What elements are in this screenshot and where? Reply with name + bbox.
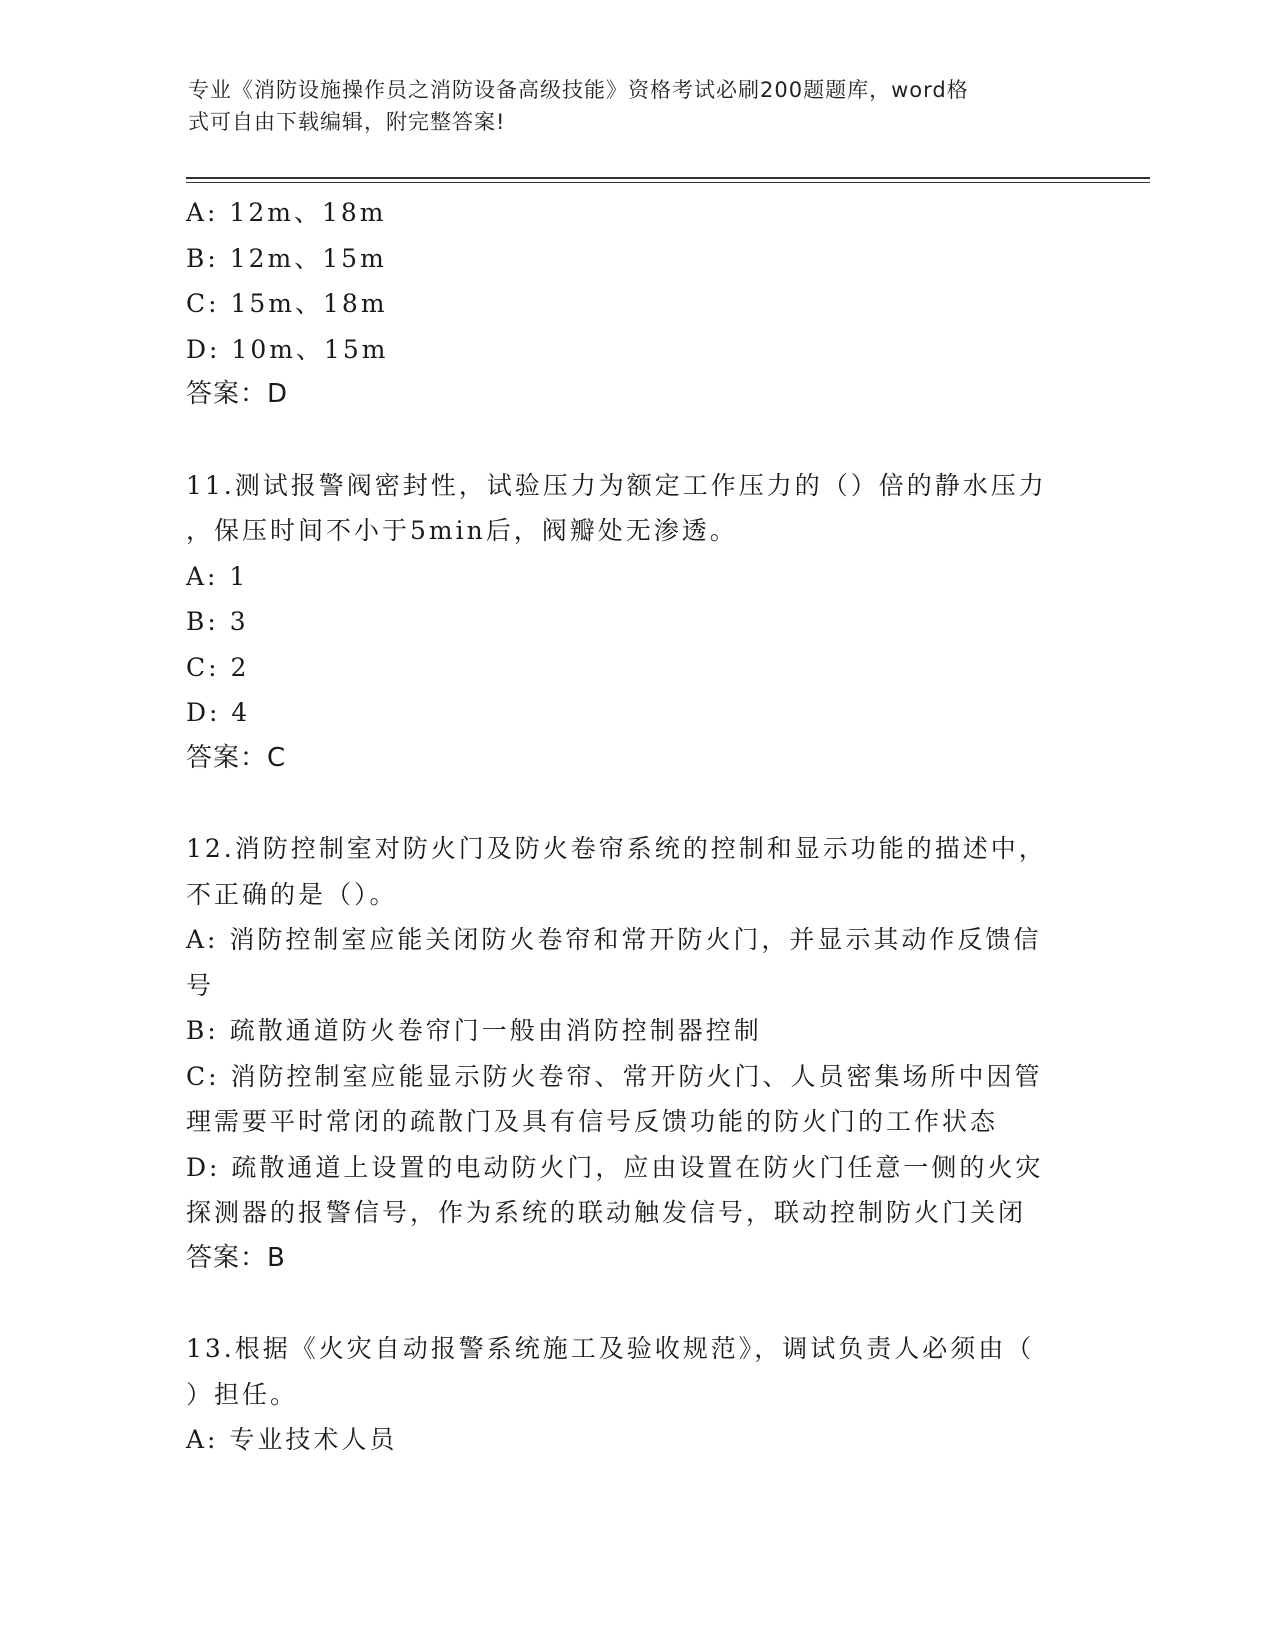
q12-stem-line-1: 12.消防控制室对防火门及防火卷帘系统的控制和显示功能的描述中， (186, 834, 1047, 863)
q11-option-c: C: 2 (186, 652, 250, 682)
q11-option-a: A: 1 (186, 561, 249, 591)
question-13-block (186, 1326, 1076, 1463)
header-title-line-2: 式可自由下载编辑，附完整答案! (188, 110, 506, 134)
header-divider-thin (186, 182, 1150, 183)
q10-option-c: C: 15m、18m (186, 289, 388, 318)
question-10-block (186, 190, 1076, 418)
q12-option-d-line-2: 探测器的报警信号，作为系统的联动触发信号，联动控制防火门关闭 (186, 1198, 1027, 1227)
question-content (186, 190, 1076, 1463)
q10-option-d: D: 10m、15m (186, 334, 389, 364)
spacer (186, 418, 1076, 463)
q11-option-d: D: 4 (186, 698, 251, 727)
q13-stem-line-2: ）担任。 (186, 1379, 299, 1409)
header-divider-thick (186, 177, 1150, 179)
document-header (188, 74, 1068, 138)
q11-option-b: B: 3 (186, 607, 249, 636)
q13-option-a: A: 专业技术人员 (186, 1425, 398, 1454)
q11-answer: 答案：C (186, 742, 287, 773)
q10-answer: 答案：D (186, 379, 289, 409)
q12-option-a-line-1: A: 消防控制室应能关闭防火卷帘和常开防火门，并显示其动作反馈信 (186, 925, 1042, 954)
question-11-block (186, 463, 1076, 782)
q12-stem-line-2: 不正确的是（）。 (186, 879, 398, 909)
q10-option-a: A: 12m、18m (186, 198, 387, 227)
q12-option-c-line-1: C: 消防控制室应能显示防火卷帘、常开防火门、人员密集场所中因管 (186, 1061, 1043, 1091)
q11-stem-line-2: ，保压时间不小于5min后，阀瓣处无渗透。 (186, 516, 738, 545)
q12-option-b: B: 疏散通道防火卷帘门一般由消防控制器控制 (186, 1016, 762, 1045)
q13-stem-line-1: 13.根据《火灾自动报警系统施工及验收规范》，调试负责人必须由（ (186, 1334, 1035, 1363)
q12-option-c-line-2: 理需要平时常闭的疏散门及具有信号反馈功能的防火门的工作状态 (186, 1107, 999, 1136)
header-title-line-1: 专业《消防设施操作员之消防设备高级技能》资格考试必刷200题题库，word格 (188, 78, 969, 102)
spacer (186, 781, 1076, 826)
q10-option-b: B: 12m、15m (186, 243, 387, 273)
spacer (186, 1281, 1076, 1326)
question-12-block (186, 826, 1076, 1281)
q11-stem-line-1: 11.测试报警阀密封性，试验压力为额定工作压力的（）倍的静水压力 (186, 470, 1047, 500)
q12-option-a-line-2: 号 (186, 970, 215, 1000)
q12-answer: 答案：B (186, 1242, 286, 1273)
q12-option-d-line-1: D: 疏散通道上设置的电动防火门，应由设置在防火门任意一侧的火灾 (186, 1152, 1044, 1182)
